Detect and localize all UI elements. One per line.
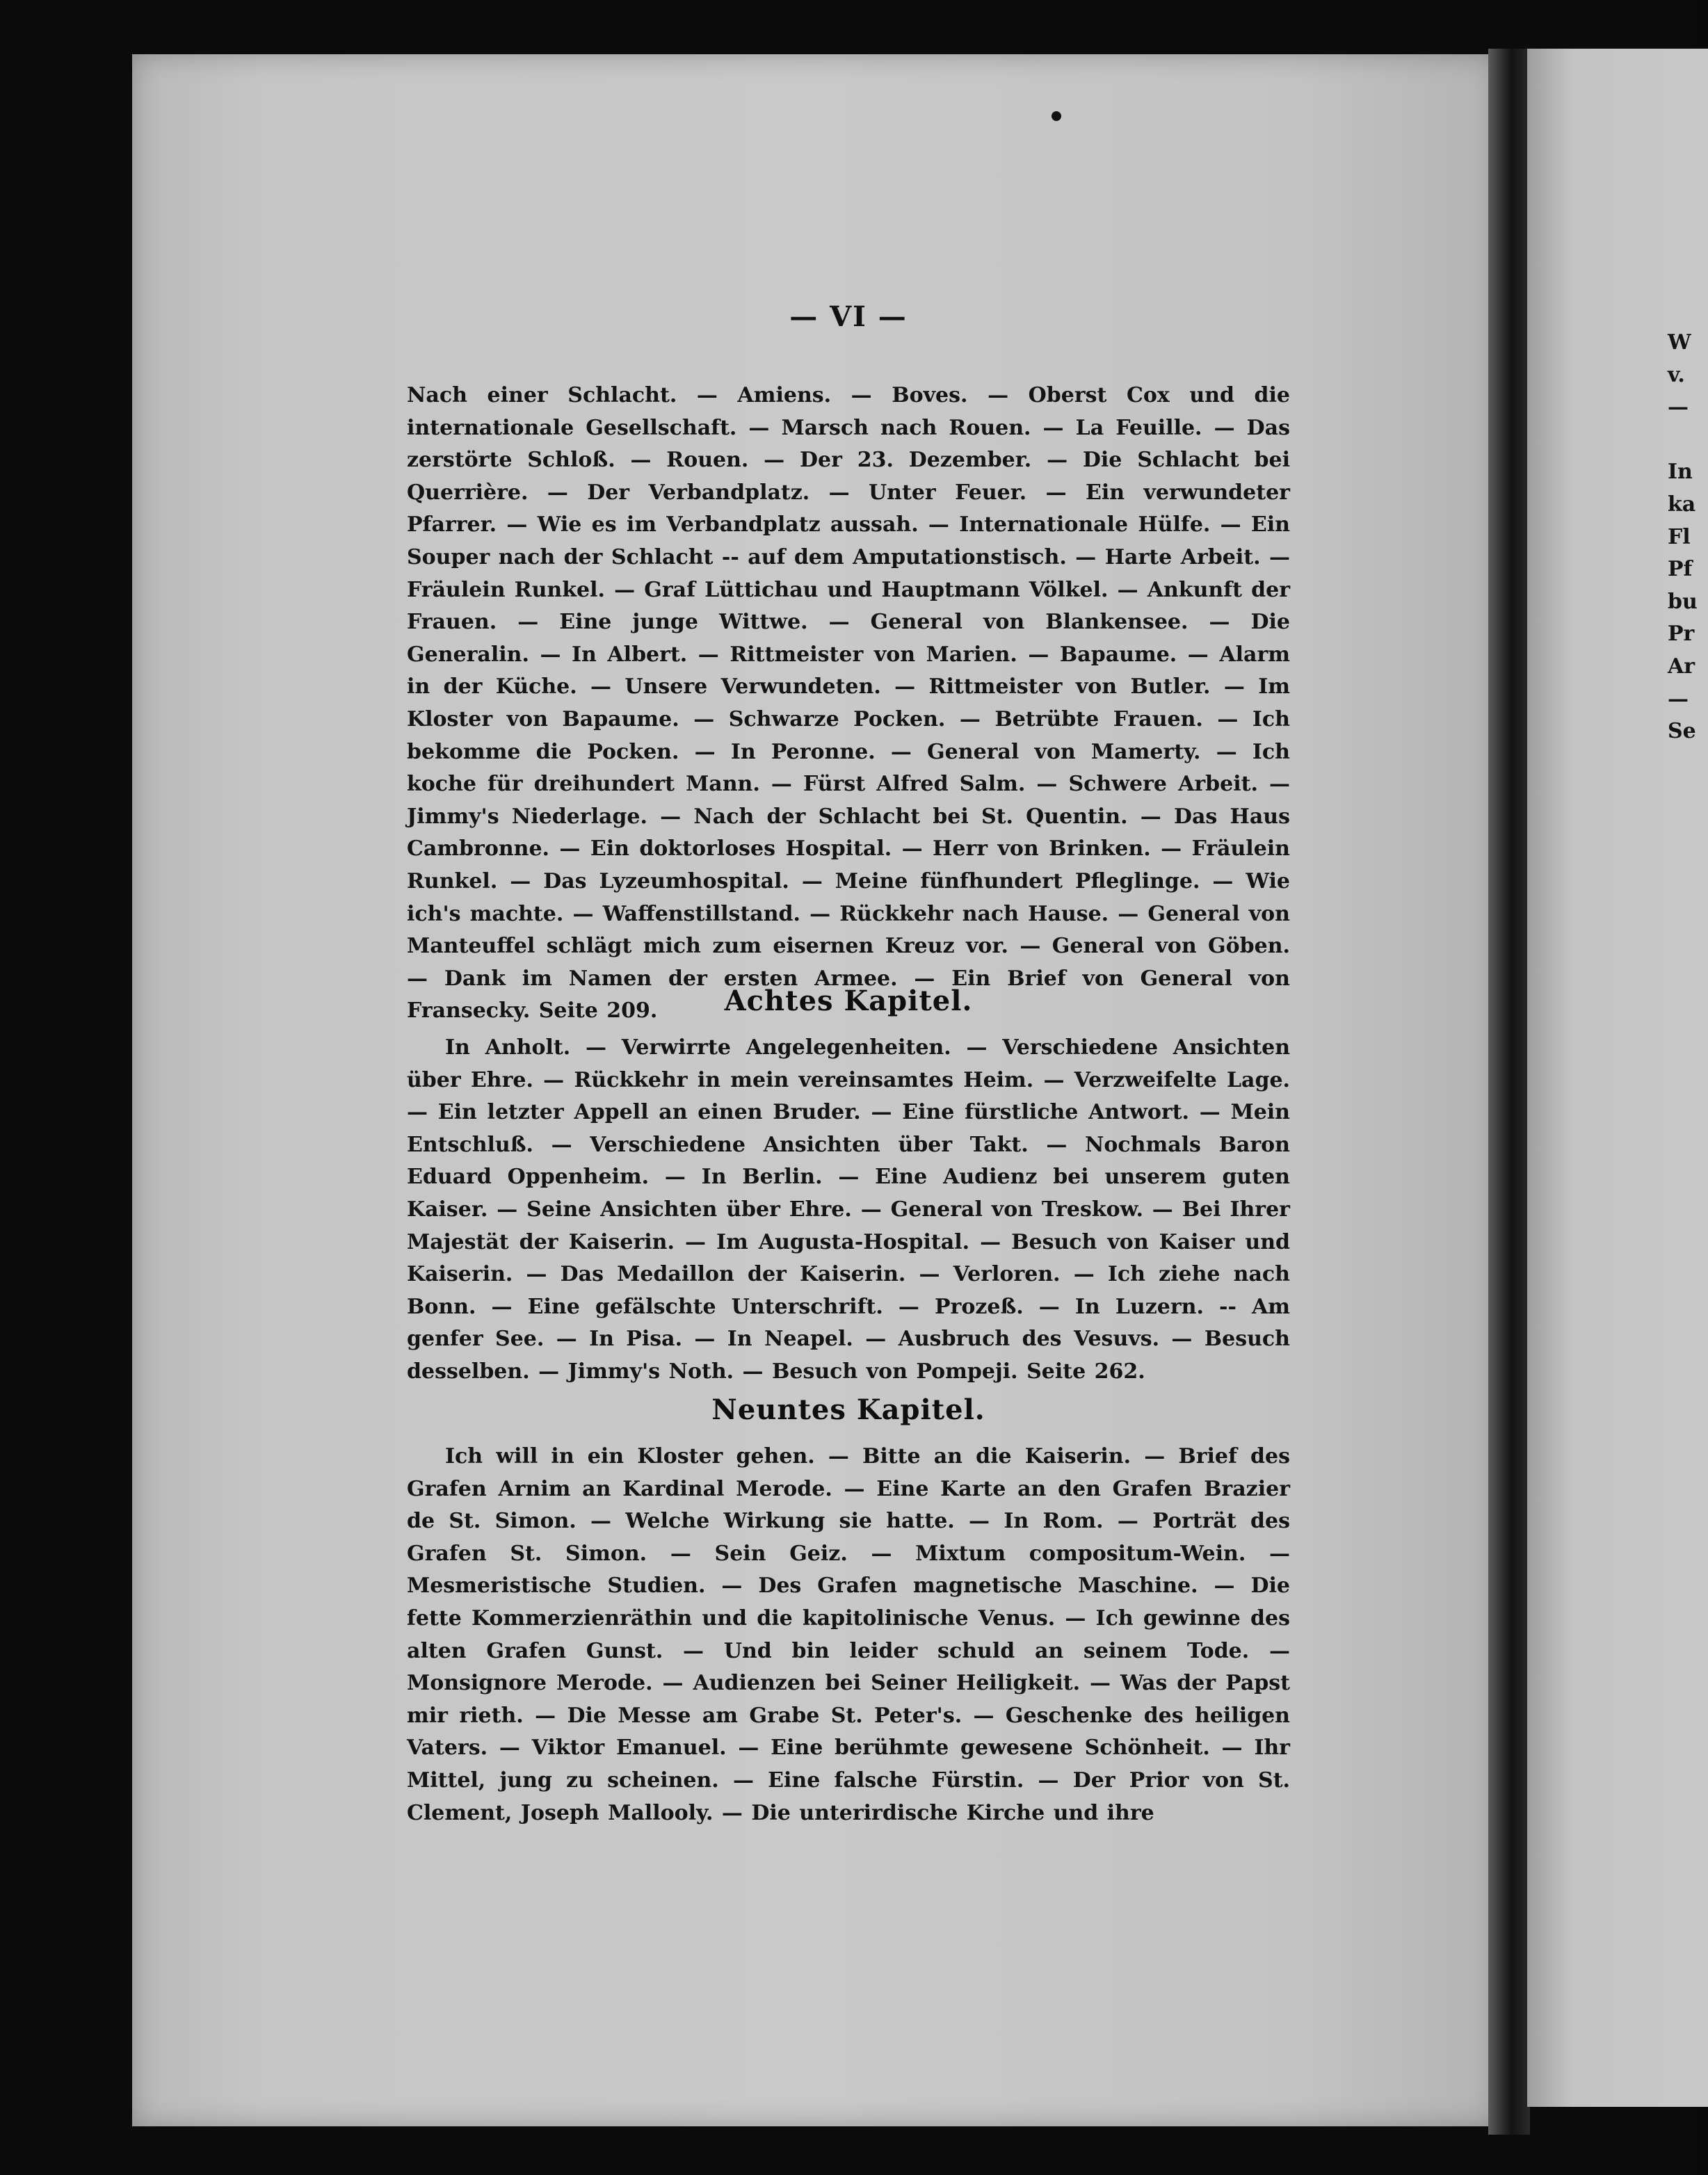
right-page-line: Ar <box>1668 654 1695 679</box>
book-gutter <box>1488 49 1530 2135</box>
right-page-line: — <box>1668 395 1689 420</box>
chapter-eight-summary: In Anholt. — Verwirrte Angelegenheiten. — Verschiedene Ansichten über Ehre. — Rückkehr in mein vereinsamtes Heim. — Verzweifelte Lage. — Ein letzter Appell an einen Bruder. — Eine fürstliche Antwort. — Mein Entschluß. — Verschiedene Ansichten über Takt. — Nochmals Baron Eduard Oppenheim. — In Berlin. — Eine Audienz bei unserem guten Kaiser. — Seine Ansichten über Ehre. — General von Treskow. — Bei Ihrer Majestät der Kaiserin. — Im Augusta-Hospital. — Besuch von Kaiser und Kaiserin. — Das Medaillon der Kaiserin. — Verloren. — Ich ziehe nach Bonn. — Eine gefälschte Unterschrift. — Prozeß. — In Luzern. -- Am genfer See. — In Pisa. — In Neapel. — Ausbruch des Vesuvs. — Besuch desselben. — Jimmy's Noth. — Besuch von Pompeji. Seite 262. <box>407 1035 1290 1384</box>
right-page-line: v. <box>1668 362 1685 387</box>
right-page-line: Pr <box>1668 622 1695 647</box>
ink-speck <box>1052 111 1061 121</box>
chapter-eight-heading: Achtes Kapitel. <box>724 985 973 1017</box>
right-page-line: Pf <box>1668 557 1693 582</box>
right-page-line: bu <box>1668 589 1698 614</box>
right-page-line: In <box>1668 460 1693 485</box>
right-page-line: W <box>1668 330 1691 355</box>
chapter-nine-summary: Ich will in ein Kloster gehen. — Bitte an die Kaiserin. — Brief des Grafen Arnim an Kardinal Merode. — Eine Karte an den Grafen Brazier de St. Simon. — Welche Wirkung sie hatte. — In Rom. — Porträt des Grafen St. Simon. — Sein Geiz. — Mixtum compositum-Wein. — Mesmeristische Studien. — Des Grafen magnetische Maschine. — Die fette Kommerzienräthin und die kapitolinische Venus. — Ich gewinne des alten Grafen Gunst. — Und bin leider schuld an seinem Tode. — Monsignore Merode. — Audienzen bei Seiner Heiligkeit. — Was der Papst mir rieth. — Die Messe am Grabe St. Peter's. — Geschenke des heiligen Vaters. — Viktor Emanuel. — Eine berühmte gewesene Schönheit. — Ihr Mittel, jung zu scheinen. — Eine falsche Fürstin. — Der Prior von St. Clement, Joseph Mallooly. — Die unterirdische Kirche und ihre <box>407 1444 1290 1825</box>
right-page-text-fragments <box>1668 327 1698 748</box>
right-page-line: Se <box>1668 719 1696 744</box>
page-number: — VI — <box>789 300 908 333</box>
right-page-line <box>1668 424 1695 457</box>
chapter-nine-heading: Neuntes Kapitel. <box>711 1393 985 1426</box>
right-page-line: ka <box>1668 492 1696 517</box>
chapter-seven-summary-continued: Nach einer Schlacht. — Amiens. — Boves. — Oberst Cox und die internationale Gesellschaft. — Marsch nach Rouen. — La Feuille. — Das zerstörte Schloß. — Rouen. — Der 23. Dezember. — Die Schlacht bei Querrière. — Der Verbandplatz. — Unter Feuer. — Ein verwundeter Pfarrer. — Wie es im Verbandplatz aussah. — Internationale Hülfe. — Ein Souper nach der Schlacht -- auf dem Amputationstisch. — Harte Arbeit. — Fräulein Runkel. — Graf Lüttichau und Hauptmann Völkel. — Ankunft der Frauen. — Eine junge Wittwe. — General von Blankensee. — Die Generalin. — In Albert. — Rittmeister von Marien. — Bapaume. — Alarm in der Küche. — Unsere Verwundeten. — Rittmeister von Butler. — Im Kloster von Bapaume. — Schwarze Pocken. — Betrübte Frauen. — Ich bekomme die Pocken. — In Peronne. — General von Mamerty. — Ich koche für dreihundert Mann. — Fürst Alfred Salm. — Schwere Arbeit. — Jimmy's Niederlage. — Nach der Schlacht bei St. Quentin. — Das Haus Cambronne. — Ein doktorloses Hospital. — Herr von Brinken. — Fräulein Runkel. — Das Lyzeumhospital. — Meine fünfhundert Pfleglinge. — Wie ich's machte. — Waffenstillstand. — Rückkehr nach Hause. — General von Manteuffel schlägt mich zum eisernen Kreuz vor. — General von Göben. — Dank im Namen der ersten Armee. — Ein Brief von General von Fransecky. Seite 209. <box>407 383 1290 1024</box>
right-page-line: Fl <box>1668 524 1691 549</box>
right-page-line: — <box>1668 686 1689 711</box>
